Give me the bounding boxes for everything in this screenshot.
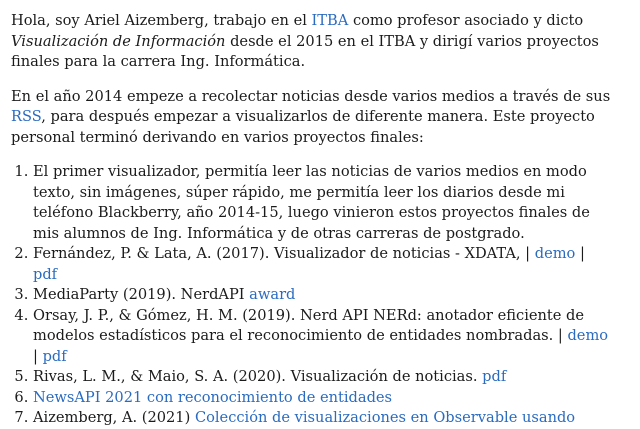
list-item: 4. Orsay, J. P., & Gómez, H. M. (2019). Nerd API NERd: anotador eficiente de modelos estadísticos para el reconocimiento de entidades nombradas. | demo | pdf xyxy=(33,306,611,368)
list-item: 2. Fernández, P. & Lata, A. (2017). Visualizador de noticias - XDATA, | demo | pdf xyxy=(33,244,611,285)
history-text-2: , para después empezar a visualizarlos de diferente manera. Este proyecto personal terminó derivando en varios proyectos finales: xyxy=(11,108,595,146)
course-name: Visualización de Información xyxy=(11,32,226,50)
list-item: 5. Rivas, L. M., & Maio, S. A. (2020). Visualización de noticias. pdf xyxy=(33,367,611,388)
history-paragraph xyxy=(11,87,611,149)
list-item: 7. Aizemberg, A. (2021) Colección de visualizaciones en Observable usando xyxy=(33,408,611,429)
demo-link[interactable]: demo xyxy=(534,245,576,262)
article-body xyxy=(11,11,611,429)
intro-text-2: como profesor asociado y dicto xyxy=(348,12,584,29)
itba-link[interactable]: ITBA xyxy=(311,12,349,29)
list-item: 1. El primer visualizador, permitía leer las noticias de varios medios en modo texto, sin imágenes, súper rápido, me permitía leer los diarios desde mi teléfono Blackberry, año 2014-15, luego vinieron estos proyectos finales de mis alumnos de Ing. Informática y de otras carreras de postgrado. xyxy=(33,162,611,244)
newsapi-link[interactable]: NewsAPI 2021 con reconocimiento de entidades xyxy=(33,388,393,406)
pdf-link[interactable]: pdf xyxy=(482,368,507,385)
pdf-link[interactable]: pdf xyxy=(42,347,67,365)
award-link[interactable]: award xyxy=(249,286,296,303)
list-item xyxy=(33,388,611,409)
list-item: 3. MediaParty (2019). NerdAPI award xyxy=(33,285,611,306)
intro-text-3: desde el 2015 en el ITBA y dirigí varios proyectos finales para la carrera Ing. Informática. xyxy=(11,32,599,70)
intro-paragraph xyxy=(11,11,611,73)
history-text-1: En el año 2014 empeze a recolectar noticias desde varios medios a través de sus xyxy=(11,87,611,105)
pdf-link[interactable]: pdf xyxy=(33,265,58,283)
projects-list xyxy=(11,162,611,429)
intro-text-1: Hola, soy Ariel Aizemberg, trabajo en el xyxy=(11,12,312,29)
demo-link[interactable]: demo xyxy=(567,327,609,344)
rss-link[interactable]: RSS xyxy=(11,108,42,125)
observable-link[interactable]: Colección de visualizaciones en Observable usando xyxy=(194,409,576,426)
